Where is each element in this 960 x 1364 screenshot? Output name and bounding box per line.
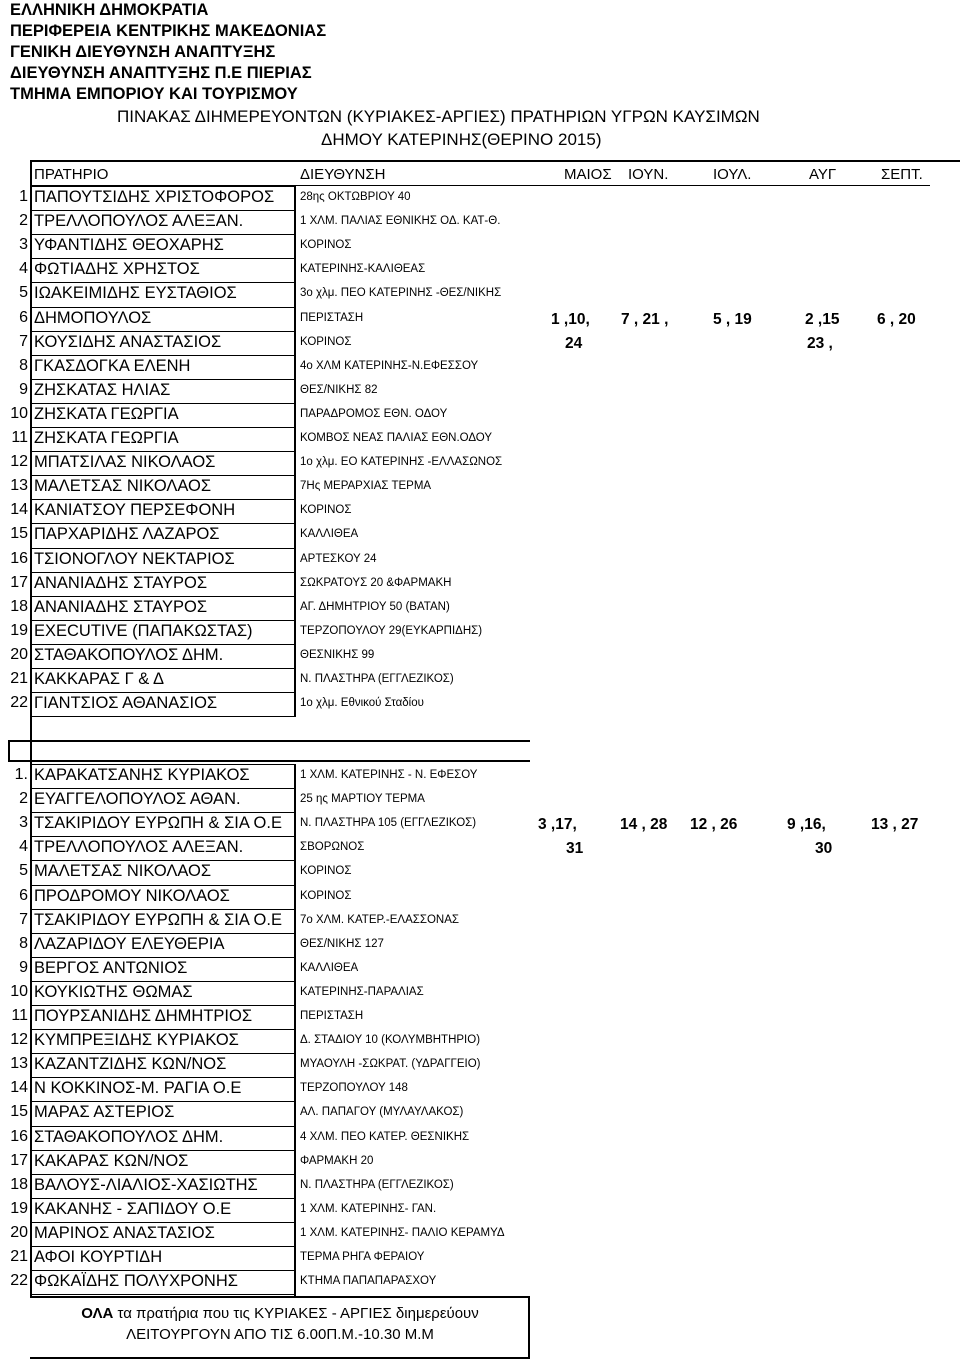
g2-name-right bbox=[294, 764, 296, 1296]
g2-row-name-9: ΒΕΡΓΟΣ ΑΝΤΩΝΙΟΣ bbox=[34, 958, 188, 977]
g1-row-n-4: 4 bbox=[19, 260, 28, 278]
g2-row-addr-13: ΜΥΑΟΥΛΗ -ΣΩΚΡΑΤ. (ΥΔΡΑΓΓΕΙΟ) bbox=[300, 1058, 481, 1071]
g1-hline-20 bbox=[30, 668, 296, 669]
g2-row-n-19: 19 bbox=[10, 1199, 28, 1217]
g2-row-n-22: 22 bbox=[10, 1272, 28, 1290]
g1-row-n-22: 22 bbox=[10, 694, 28, 712]
g1-row-name-19: EXECUTIVE (ΠΑΠΑΚΩΣΤΑΣ) bbox=[34, 621, 253, 640]
g1-row-name-21: ΚΑΚΚΑΡΑΣ Γ & Δ bbox=[34, 670, 164, 688]
g1-row-addr-9: ΘΕΣ/ΝΙΚΗΣ 82 bbox=[300, 383, 378, 396]
g1-row-name-1: ΠΑΠΟΥΤΣΙΔΗΣ ΧΡΙΣΤΟΦΟΡΟΣ bbox=[34, 188, 275, 206]
g2-row-addr-11: ΠΕΡΙΣΤΑΣΗ bbox=[300, 1010, 364, 1022]
g1-may-dates-2: 24 bbox=[565, 335, 583, 352]
g2-hline-12 bbox=[30, 1053, 296, 1054]
g1-row-name-8: ΓΚΑΣΔΟΓΚΑ ΕΛΕΝΗ bbox=[34, 356, 191, 375]
g1-row-addr-13: 7Ης ΜΕΡΑΡΧΙΑΣ ΤΕΡΜΑ bbox=[300, 480, 432, 493]
g1-row-name-3: ΥΦΑΝΤΙΔΗΣ ΘΕΟΧΑΡΗΣ bbox=[34, 236, 224, 255]
g2-row-n-6: 6 bbox=[19, 886, 28, 904]
g2-row-n-21: 21 bbox=[10, 1248, 28, 1265]
g1-row-addr-2: 1 ΧΛΜ. ΠΑΛΙΑΣ ΕΘΝΙΚΗΣ ΟΔ. ΚΑΤ-Θ. bbox=[300, 215, 501, 228]
g1-row-n-21: 21 bbox=[10, 670, 28, 687]
g2-row-addr-22: ΚΤΗΜΑ ΠΑΠΑΠΑΡΑΣΧΟΥ bbox=[300, 1275, 437, 1288]
g1-row-n-17: 17 bbox=[10, 573, 28, 591]
g2-row-addr-21: ΤΕΡΜΑ ΡΗΓΑ ΦΕΡΑΙΟΥ bbox=[300, 1251, 425, 1263]
g2-row-name-13: ΚΑΖΑΝΤΖΙΔΗΣ ΚΩΝ/ΝΟΣ bbox=[34, 1055, 227, 1074]
header-line-1: ΕΛΛΗΝΙΚΗ ΔΗΜΟΚΡΑΤΙΑ bbox=[10, 1, 209, 19]
g2-row-n-12: 12 bbox=[10, 1031, 28, 1049]
g2-row-name-12: ΚΥΜΠΡΕΞΙΔΗΣ ΚΥΡΙΑΚΟΣ bbox=[34, 1031, 239, 1050]
g2-row-n-11: 11 bbox=[11, 1007, 28, 1024]
g1-row-name-2: ΤΡΕΛΛΟΠΟΥΛΟΣ ΑΛΕΞΑΝ. bbox=[34, 212, 244, 231]
g1-row-addr-11: ΚΟΜΒΟΣ ΝΕΑΣ ΠΑΛΙΑΣ ΕΘΝ.ΟΔΟΥ bbox=[300, 432, 493, 444]
g1-row-addr-16: ΑΡΤΕΣΚΟΥ 24 bbox=[300, 552, 377, 565]
g1-row-n-9: 9 bbox=[19, 380, 28, 398]
g1-row-name-22: ΓΙΑΝΤΣΙΟΣ ΑΘΑΝΑΣΙΟΣ bbox=[34, 694, 218, 713]
g1-hline-7 bbox=[30, 355, 296, 356]
g2-row-name-17: ΚΑΚΑΡΑΣ ΚΩΝ/ΝΟΣ bbox=[34, 1151, 189, 1170]
g2-row-name-7: ΤΣΑΚΙΡΙΔΟΥ ΕΥΡΩΠΗ & ΣΙΑ Ο.Ε bbox=[34, 910, 282, 929]
g1-row-addr-22: 1ο χλμ. Εθνικού Σταδίου bbox=[300, 697, 424, 710]
g1-row-n-16: 16 bbox=[10, 549, 28, 567]
g1-hline-17 bbox=[30, 596, 296, 597]
g1-row-name-12: ΜΠΑΤΣΙΛΑΣ ΝΙΚΟΛΑΟΣ bbox=[34, 453, 216, 472]
g1-row-addr-19: ΤΕΡΖΟΠΟΥΛΟΥ 29(ΕΥΚΑΡΠΙΔΗΣ) bbox=[300, 624, 483, 637]
g1-row-name-10: ΖΗΣΚΑΤΑ ΓΕΩΡΓΙΑ bbox=[34, 404, 179, 423]
col-sep: ΣΕΠΤ. bbox=[881, 166, 923, 183]
g2-row-n-1: 1. bbox=[14, 766, 28, 783]
g2-row-addr-12: Δ. ΣΤΑΔΙΟΥ 10 (ΚΟΛΥΜΒΗΤΗΡΙΟ) bbox=[300, 1034, 481, 1047]
g2-row-addr-3: Ν. ΠΛΑΣΤΗΡΑ 105 (ΕΓΓΛΕΖΙΚΟΣ) bbox=[300, 817, 477, 830]
g2-jun-dates: 14 , 28 bbox=[620, 816, 668, 833]
col-address: ΔΙΕΥΘΥΝΣΗ bbox=[300, 166, 386, 183]
footer-bold: ΟΛΑ bbox=[81, 1305, 114, 1322]
g2-hline-4 bbox=[30, 860, 296, 861]
g2-row-n-8: 8 bbox=[19, 934, 28, 952]
g1-jun-dates: 7 , 21 , bbox=[621, 311, 669, 328]
g2-row-name-5: ΜΑΛΕΤΣΑΣ ΝΙΚΟΛΑΟΣ bbox=[34, 862, 212, 881]
g2-row-name-16: ΣΤΑΘΑΚΟΠΟΥΛΟΣ ΔΗΜ. bbox=[34, 1127, 224, 1146]
g2-hline-11 bbox=[30, 1029, 296, 1030]
g2-hline-7 bbox=[30, 933, 296, 934]
g1-row-n-19: 19 bbox=[10, 621, 28, 639]
g2-row-name-18: ΒΑΛΟΥΣ-ΛΙΑΛΙΟΣ-ΧΑΣΙΩΤΗΣ bbox=[34, 1175, 258, 1194]
g2-row-addr-10: ΚΑΤΕΡΙΝΗΣ-ΠΑΡΑΛΙΑΣ bbox=[300, 985, 424, 998]
g2-row-name-14: Ν ΚΟΚΚΙΝΟΣ-Μ. ΡΑΓΙΑ Ο.Ε bbox=[34, 1079, 242, 1098]
g2-row-addr-5: ΚΟΡΙΝΟΣ bbox=[300, 865, 352, 878]
g2-hline-10 bbox=[30, 1005, 296, 1006]
g1-row-name-16: ΤΣΙΟΝΟΓΛΟΥ ΝΕΚΤΑΡΙΟΣ bbox=[34, 549, 235, 568]
g2-row-addr-9: ΚΑΛΛΙΘΕΑ bbox=[300, 961, 359, 974]
g1-row-n-18: 18 bbox=[10, 597, 28, 615]
g1-row-name-14: ΚΑΝΙΑΤΣΟΥ ΠΕΡΣΕΦΟΝΗ bbox=[34, 501, 236, 520]
g1-row-addr-6: ΠΕΡΙΣΤΑΣΗ bbox=[300, 311, 364, 324]
g2-hline-0 bbox=[30, 764, 296, 765]
g2-row-name-15: ΜΑΡΑΣ ΑΣΤΕΡΙΟΣ bbox=[34, 1103, 175, 1122]
g1-row-n-14: 14 bbox=[10, 501, 28, 519]
col-may: ΜΑΙΟΣ bbox=[564, 166, 612, 183]
g2-row-addr-14: ΤΕΡΖΟΠΟΥΛΟΥ 148 bbox=[300, 1082, 408, 1095]
g2-hline-14 bbox=[30, 1101, 296, 1102]
g2-hline-6 bbox=[30, 909, 296, 910]
g1-row-addr-15: ΚΑΛΛΙΘΕΑ bbox=[300, 528, 359, 541]
g2-row-name-8: ΛΑΖΑΡΙΔΟΥ ΕΛΕΥΘΕΡΙΑ bbox=[34, 934, 225, 953]
g1-hline-14 bbox=[30, 523, 296, 524]
g2-row-name-2: ΕΥΑΓΓΕΛΟΠΟΥΛΟΣ ΑΘΑΝ. bbox=[34, 790, 241, 809]
g1-jul-dates: 5 , 19 bbox=[713, 311, 752, 328]
g2-hline-21 bbox=[30, 1270, 296, 1271]
footer-note-2: ΛΕΙΤΟΥΡΓΟΥΝ ΑΠΟ ΤΙΣ 6.00Π.Μ.-10.30 Μ.Μ bbox=[126, 1326, 434, 1343]
title-line-2: ΔΗΜΟΥ ΚΑΤΕΡΙΝΗΣ(ΘΕΡΙΝΟ 2015) bbox=[321, 130, 602, 149]
g2-hline-13 bbox=[30, 1077, 296, 1078]
g2-row-n-18: 18 bbox=[10, 1175, 28, 1193]
g2-row-name-11: ΠΟΥΡΣΑΝΙΔΗΣ ΔΗΜΗΤΡΙΟΣ bbox=[34, 1007, 253, 1025]
g1-hline-5 bbox=[30, 307, 296, 308]
g2-row-addr-15: ΑΛ. ΠΑΠΑΓΟΥ (ΜΥΛΑΥΛΑΚΟΣ) bbox=[300, 1106, 464, 1119]
col-jul: ΙΟΥΛ. bbox=[713, 166, 752, 183]
g2-aug-dates-2: 30 bbox=[815, 840, 833, 857]
footer-text: τα πρατήρια που τις ΚΥΡΙΑΚΕΣ - ΑΡΓΙΕΣ διημερεύουν bbox=[113, 1305, 479, 1322]
g1-row-addr-5: 3ο χλμ. ΠΕΟ ΚΑΤΕΡΙΝΗΣ -ΘΕΣ/ΝΙΚΗΣ bbox=[300, 287, 502, 300]
g1-hline-12 bbox=[30, 475, 296, 476]
g2-may-dates-2: 31 bbox=[566, 840, 584, 857]
g1-row-addr-1: 28ης ΟΚΤΩΒΡΙΟΥ 40 bbox=[300, 191, 411, 203]
g1-hline-4 bbox=[30, 282, 296, 283]
g1-row-n-8: 8 bbox=[19, 356, 28, 374]
g1-row-n-5: 5 bbox=[19, 284, 28, 302]
g1-may-dates-1: 1 ,10, bbox=[551, 311, 590, 328]
g2-row-n-16: 16 bbox=[10, 1127, 28, 1145]
g2-row-n-7: 7 bbox=[19, 910, 28, 928]
g2-row-name-19: ΚΑΚΑΝΗΣ - ΣΑΠΙΔΟΥ Ο.Ε bbox=[34, 1199, 232, 1218]
g2-row-n-20: 20 bbox=[10, 1223, 28, 1241]
g2-row-addr-16: 4 ΧΛΜ. ΠΕΟ ΚΑΤΕΡ. ΘΕΣΝΙΚΗΣ bbox=[300, 1130, 470, 1143]
g1-hline-15 bbox=[30, 548, 296, 549]
g1-hline-8 bbox=[30, 379, 296, 380]
g2-hline-2 bbox=[30, 812, 296, 813]
g1-row-addr-17: ΣΩΚΡΑΤΟΥΣ 20 &ΦΑΡΜΑΚΗ bbox=[300, 576, 452, 589]
g2-hline-1 bbox=[30, 788, 296, 789]
title-line-1: ΠΙΝΑΚΑΣ ΔΙΗΜΕΡΕΥΟΝΤΩΝ (ΚΥΡΙΑΚΕΣ-ΑΡΓΙΕΣ) ΠΡΑΤΗΡΙΩΝ ΥΓΡΩΝ ΚΑΥΣΙΜΩΝ bbox=[117, 107, 760, 126]
g2-row-n-15: 15 bbox=[10, 1103, 28, 1121]
g1-row-addr-21: Ν. ΠΛΑΣΤΗΡΑ (ΕΓΓΛΕΖΙΚΟΣ) bbox=[300, 673, 454, 685]
g1-row-n-2: 2 bbox=[19, 212, 28, 230]
g1-aug-dates-1: 2 ,15 bbox=[805, 311, 840, 328]
g1-hline-3 bbox=[30, 258, 296, 259]
g2-row-n-14: 14 bbox=[10, 1079, 28, 1097]
g2-row-n-9: 9 bbox=[19, 958, 28, 976]
g1-row-n-15: 15 bbox=[10, 525, 28, 543]
g2-hline-16 bbox=[30, 1150, 296, 1151]
g2-hline-18 bbox=[30, 1198, 296, 1199]
g2-row-name-20: ΜΑΡΙΝΟΣ ΑΝΑΣΤΑΣΙΟΣ bbox=[34, 1223, 215, 1242]
g1-hline-13 bbox=[30, 499, 296, 500]
g2-may-dates-1: 3 ,17, bbox=[538, 816, 577, 833]
g2-row-n-5: 5 bbox=[19, 862, 28, 880]
g1-row-addr-20: ΘΕΣΝΙΚΗΣ 99 bbox=[300, 648, 375, 661]
g2-row-addr-18: Ν. ΠΛΑΣΤΗΡΑ (ΕΓΓΛΕΖΙΚΟΣ) bbox=[300, 1178, 454, 1191]
g1-row-name-9: ΖΗΣΚΑΤΑΣ ΗΛΙΑΣ bbox=[34, 380, 171, 399]
g2-row-name-3: ΤΣΑΚΙΡΙΔΟΥ ΕΥΡΩΠΗ & ΣΙΑ Ο.Ε bbox=[34, 814, 282, 833]
g1-row-addr-14: ΚΟΡΙΝΟΣ bbox=[300, 504, 352, 517]
g1-row-n-10: 10 bbox=[10, 404, 28, 422]
g1-hline-19 bbox=[30, 644, 296, 645]
g1-row-addr-7: ΚΟΡΙΝΟΣ bbox=[300, 335, 352, 348]
header-line-4: ΔΙΕΥΘΥΝΣΗ ΑΝΑΠΤΥΞΗΣ Π.Ε ΠΙΕΡΙΑΣ bbox=[10, 64, 312, 82]
header-line-2: ΠΕΡΙΦΕΡΕΙΑ ΚΕΝΤΡΙΚΗΣ ΜΑΚΕΔΟΝΙΑΣ bbox=[10, 22, 327, 40]
spacer-left bbox=[8, 740, 10, 760]
g2-row-addr-4: ΣΒΟΡΩΝΟΣ bbox=[300, 841, 365, 854]
g1-hline-6 bbox=[30, 331, 296, 332]
g1-row-n-3: 3 bbox=[19, 236, 28, 254]
g1-hline-21 bbox=[30, 692, 296, 693]
g1-aug-dates-2: 23 , bbox=[807, 335, 833, 352]
g2-row-n-2: 2 bbox=[19, 790, 28, 808]
g1-hline-9 bbox=[30, 403, 296, 404]
g2-row-addr-1: 1 ΧΛΜ. ΚΑΤΕΡΙΝΗΣ - Ν. ΕΦΕΣΟΥ bbox=[300, 769, 478, 781]
g1-hline-11 bbox=[30, 451, 296, 452]
g2-row-addr-17: ΦΑΡΜΑΚΗ 20 bbox=[300, 1154, 374, 1167]
g2-sep-dates: 13 , 27 bbox=[871, 816, 919, 833]
g1-row-name-6: ΔΗΜΟΠΟΥΛΟΣ bbox=[34, 308, 152, 327]
g1-row-n-13: 13 bbox=[10, 477, 28, 495]
g2-row-name-22: ΦΩΚΑΪΔΗΣ ΠΟΛΥΧΡΟΝΗΣ bbox=[34, 1272, 238, 1291]
g2-row-name-1: ΚΑΡΑΚΑΤΣΑΝΗΣ ΚΥΡΙΑΚΟΣ bbox=[34, 766, 250, 784]
g1-row-n-1: 1 bbox=[19, 188, 28, 205]
g2-row-n-13: 13 bbox=[10, 1055, 28, 1073]
spacer-top bbox=[8, 740, 530, 742]
g1-hline-16 bbox=[30, 572, 296, 573]
col-aug: ΑΥΓ bbox=[809, 166, 837, 183]
g2-hline-5 bbox=[30, 885, 296, 886]
g2-aug-dates-1: 9 ,16, bbox=[787, 816, 826, 833]
g1-row-addr-12: 1ο χλμ. ΕΟ ΚΑΤΕΡΙΝΗΣ -ΕΛΛΑΣΩΝΟΣ bbox=[300, 456, 503, 469]
g1-hline-1 bbox=[30, 210, 296, 211]
g2-row-addr-6: ΚΟΡΙΝΟΣ bbox=[300, 889, 352, 902]
g2-hline-19 bbox=[30, 1222, 296, 1223]
frame-bottom-notes bbox=[30, 1296, 530, 1298]
g2-row-addr-20: 1 ΧΛΜ. ΚΑΤΕΡΙΝΗΣ- ΠΑΛΙΟ ΚΕΡΑΜΥΔ bbox=[300, 1226, 505, 1239]
g1-hline-10 bbox=[30, 427, 296, 428]
g1-row-name-20: ΣΤΑΘΑΚΟΠΟΥΛΟΣ ΔΗΜ. bbox=[34, 645, 224, 664]
g1-row-addr-8: 4ο ΧΛΜ ΚΑΤΕΡΙΝΗΣ-Ν.ΕΦΕΣΣΟΥ bbox=[300, 359, 479, 372]
g1-row-name-18: ΑΝΑΝΙΑΔΗΣ ΣΤΑΥΡΟΣ bbox=[34, 597, 208, 616]
g2-hline-15 bbox=[30, 1126, 296, 1127]
g2-row-n-10: 10 bbox=[10, 982, 28, 1000]
g2-hline-3 bbox=[30, 836, 296, 837]
g2-hline-9 bbox=[30, 981, 296, 982]
header-line-3: ΓΕΝΙΚΗ ΔΙΕΥΘΥΝΣΗ ΑΝΑΠΤΥΞΗΣ bbox=[10, 43, 276, 61]
col-jun: ΙΟΥΝ. bbox=[628, 166, 669, 183]
g2-row-n-17: 17 bbox=[10, 1151, 28, 1169]
g2-row-n-4: 4 bbox=[19, 838, 28, 856]
frame-bottom bbox=[30, 1357, 530, 1359]
g1-row-n-11: 11 bbox=[11, 429, 28, 446]
g2-row-name-4: ΤΡΕΛΛΟΠΟΥΛΟΣ ΑΛΕΞΑΝ. bbox=[34, 838, 244, 857]
g1-row-addr-18: ΑΓ. ΔΗΜΗΤΡΙΟΥ 50 (ΒΑΤΑΝ) bbox=[300, 600, 450, 613]
col-station: ΠΡΑΤΗΡΙΟ bbox=[34, 166, 109, 183]
g1-row-name-13: ΜΑΛΕΤΣΑΣ ΝΙΚΟΛΑΟΣ bbox=[34, 477, 212, 496]
g1-row-n-12: 12 bbox=[10, 453, 28, 471]
g2-hline-22 bbox=[30, 1294, 296, 1295]
spacer-bottom bbox=[8, 760, 530, 762]
g1-row-n-6: 6 bbox=[19, 308, 28, 326]
g1-row-n-20: 20 bbox=[10, 645, 28, 663]
g1-row-addr-10: ΠΑΡΑΔΡΟΜΟΣ ΕΘΝ. ΟΔΟΥ bbox=[300, 407, 448, 420]
g2-row-name-10: ΚΟΥΚΙΩΤΗΣ ΘΩΜΑΣ bbox=[34, 982, 193, 1001]
g1-row-name-15: ΠΑΡΧΑΡΙΔΗΣ ΛΑΖΑΡΟΣ bbox=[34, 525, 220, 544]
g1-row-name-5: ΙΩΑΚΕΙΜΙΔΗΣ ΕΥΣΤΑΘΙΟΣ bbox=[34, 284, 237, 303]
frame-top bbox=[30, 160, 960, 162]
g1-row-name-7: ΚΟΥΣΙΔΗΣ ΑΝΑΣΤΑΣΙΟΣ bbox=[34, 332, 222, 351]
g2-row-name-21: ΑΦΟΙ ΚΟΥΡΤΙΔΗ bbox=[34, 1248, 163, 1266]
g1-row-name-4: ΦΩΤΙΑΔΗΣ ΧΡΗΣΤΟΣ bbox=[34, 260, 200, 279]
g2-jul-dates: 12 , 26 bbox=[690, 816, 738, 833]
g2-row-addr-2: 25 ης ΜΑΡΤΙΟΥ ΤΕΡΜΑ bbox=[300, 793, 425, 806]
g1-row-addr-4: ΚΑΤΕΡΙΝΗΣ-ΚΑΛΙΘΕΑΣ bbox=[300, 263, 426, 276]
g2-row-addr-7: 7ο ΧΛΜ. ΚΑΤΕΡ.-ΕΛΑΣΣΟΝΑΣ bbox=[300, 913, 459, 926]
g1-name-right bbox=[294, 186, 296, 716]
g1-hline-2 bbox=[30, 234, 296, 235]
g1-row-n-7: 7 bbox=[19, 332, 28, 350]
g2-row-addr-8: ΘΕΣ/ΝΙΚΗΣ 127 bbox=[300, 937, 384, 950]
header-line-5: ΤΜΗΜΑ ΕΜΠΟΡΙΟΥ ΚΑΙ ΤΟΥΡΙΣΜΟΥ bbox=[10, 85, 298, 103]
g1-row-name-17: ΑΝΑΝΙΑΔΗΣ ΣΤΑΥΡΟΣ bbox=[34, 573, 208, 592]
g1-hline-18 bbox=[30, 620, 296, 621]
footer-note-1 bbox=[30, 1305, 530, 1322]
g2-row-addr-19: 1 ΧΛΜ. ΚΑΤΕΡΙΝΗΣ- ΓΑΝ. bbox=[300, 1202, 437, 1215]
g1-hline-22 bbox=[30, 716, 296, 717]
g2-row-name-6: ΠΡΟΔΡΟΜΟΥ ΝΙΚΟΛΑΟΣ bbox=[34, 886, 230, 905]
g1-hline-0 bbox=[30, 186, 296, 187]
g2-row-n-3: 3 bbox=[19, 814, 28, 832]
g2-hline-8 bbox=[30, 957, 296, 958]
g2-hline-20 bbox=[30, 1246, 296, 1247]
g1-row-addr-3: ΚΟΡΙΝΟΣ bbox=[300, 239, 352, 252]
g1-sep-dates: 6 , 20 bbox=[877, 311, 916, 328]
g2-hline-17 bbox=[30, 1174, 296, 1175]
g1-row-name-11: ΖΗΣΚΑΤΑ ΓΕΩΡΓΙΑ bbox=[34, 429, 179, 447]
